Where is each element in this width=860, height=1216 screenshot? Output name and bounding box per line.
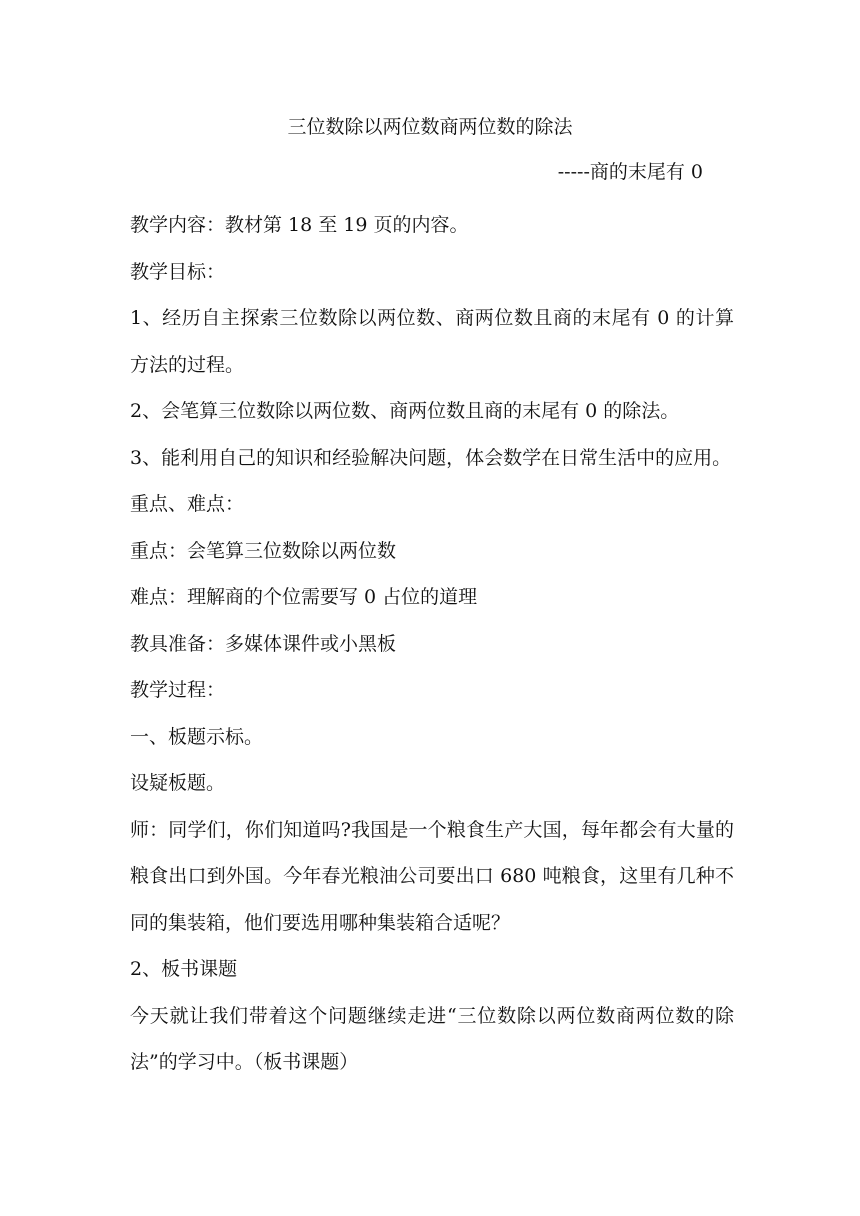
document-body — [130, 202, 734, 1086]
paragraph-question-setup: 设疑板题。 — [130, 772, 226, 794]
paragraph-teaching-content: 教学内容：教材第 18 至 19 页的内容。 — [130, 214, 469, 236]
paragraph-key-point: 重点：会笔算三位数除以两位数 — [130, 539, 397, 562]
paragraph-key-points-heading: 重点、难点： — [130, 493, 245, 515]
paragraph-goal-3: 3、能利用自己的知识和经验解决问题，体会数学在日常生活中的应用。 — [130, 446, 732, 469]
paragraph-goal-2: 2、会笔算三位数除以两位数、商两位数且商的末尾有 0 的除法。 — [130, 400, 680, 422]
paragraph-teacher-dialogue: 师：同学们，你们知道吗?我国是一个粮食生产大国，每年都会有大量的粮食出口到外国。今年春光粮油公司要出口 680 吨粮食，这里有几种不同的集装箱，他们要选用哪种集装箱合适呢？ — [130, 818, 734, 934]
paragraph-teaching-goals-heading: 教学目标： — [130, 260, 226, 283]
paragraph-difficulty: 难点：理解商的个位需要写 0 占位的道理 — [130, 586, 478, 608]
paragraph-teaching-process-heading: 教学过程： — [130, 679, 226, 701]
paragraph-goal-1: 1、经历自主探索三位数除以两位数、商两位数且商的末尾有 0 的计算方法的过程。 — [130, 307, 734, 376]
document-subtitle: -----商的末尾有 0 — [557, 161, 703, 183]
paragraph-lesson-introduction: 今天就让我们带着这个问题继续走进“三位数除以两位数商两位数的除法”的学习中。（板书课题） — [130, 1004, 734, 1073]
paragraph-section-1: 一、板题示标。 — [130, 725, 264, 748]
paragraph-teaching-aids: 教具准备：多媒体课件或小黑板 — [130, 632, 397, 655]
document-title: 三位数除以两位数商两位数的除法 — [287, 116, 573, 138]
paragraph-section-2: 2、板书课题 — [130, 958, 238, 980]
